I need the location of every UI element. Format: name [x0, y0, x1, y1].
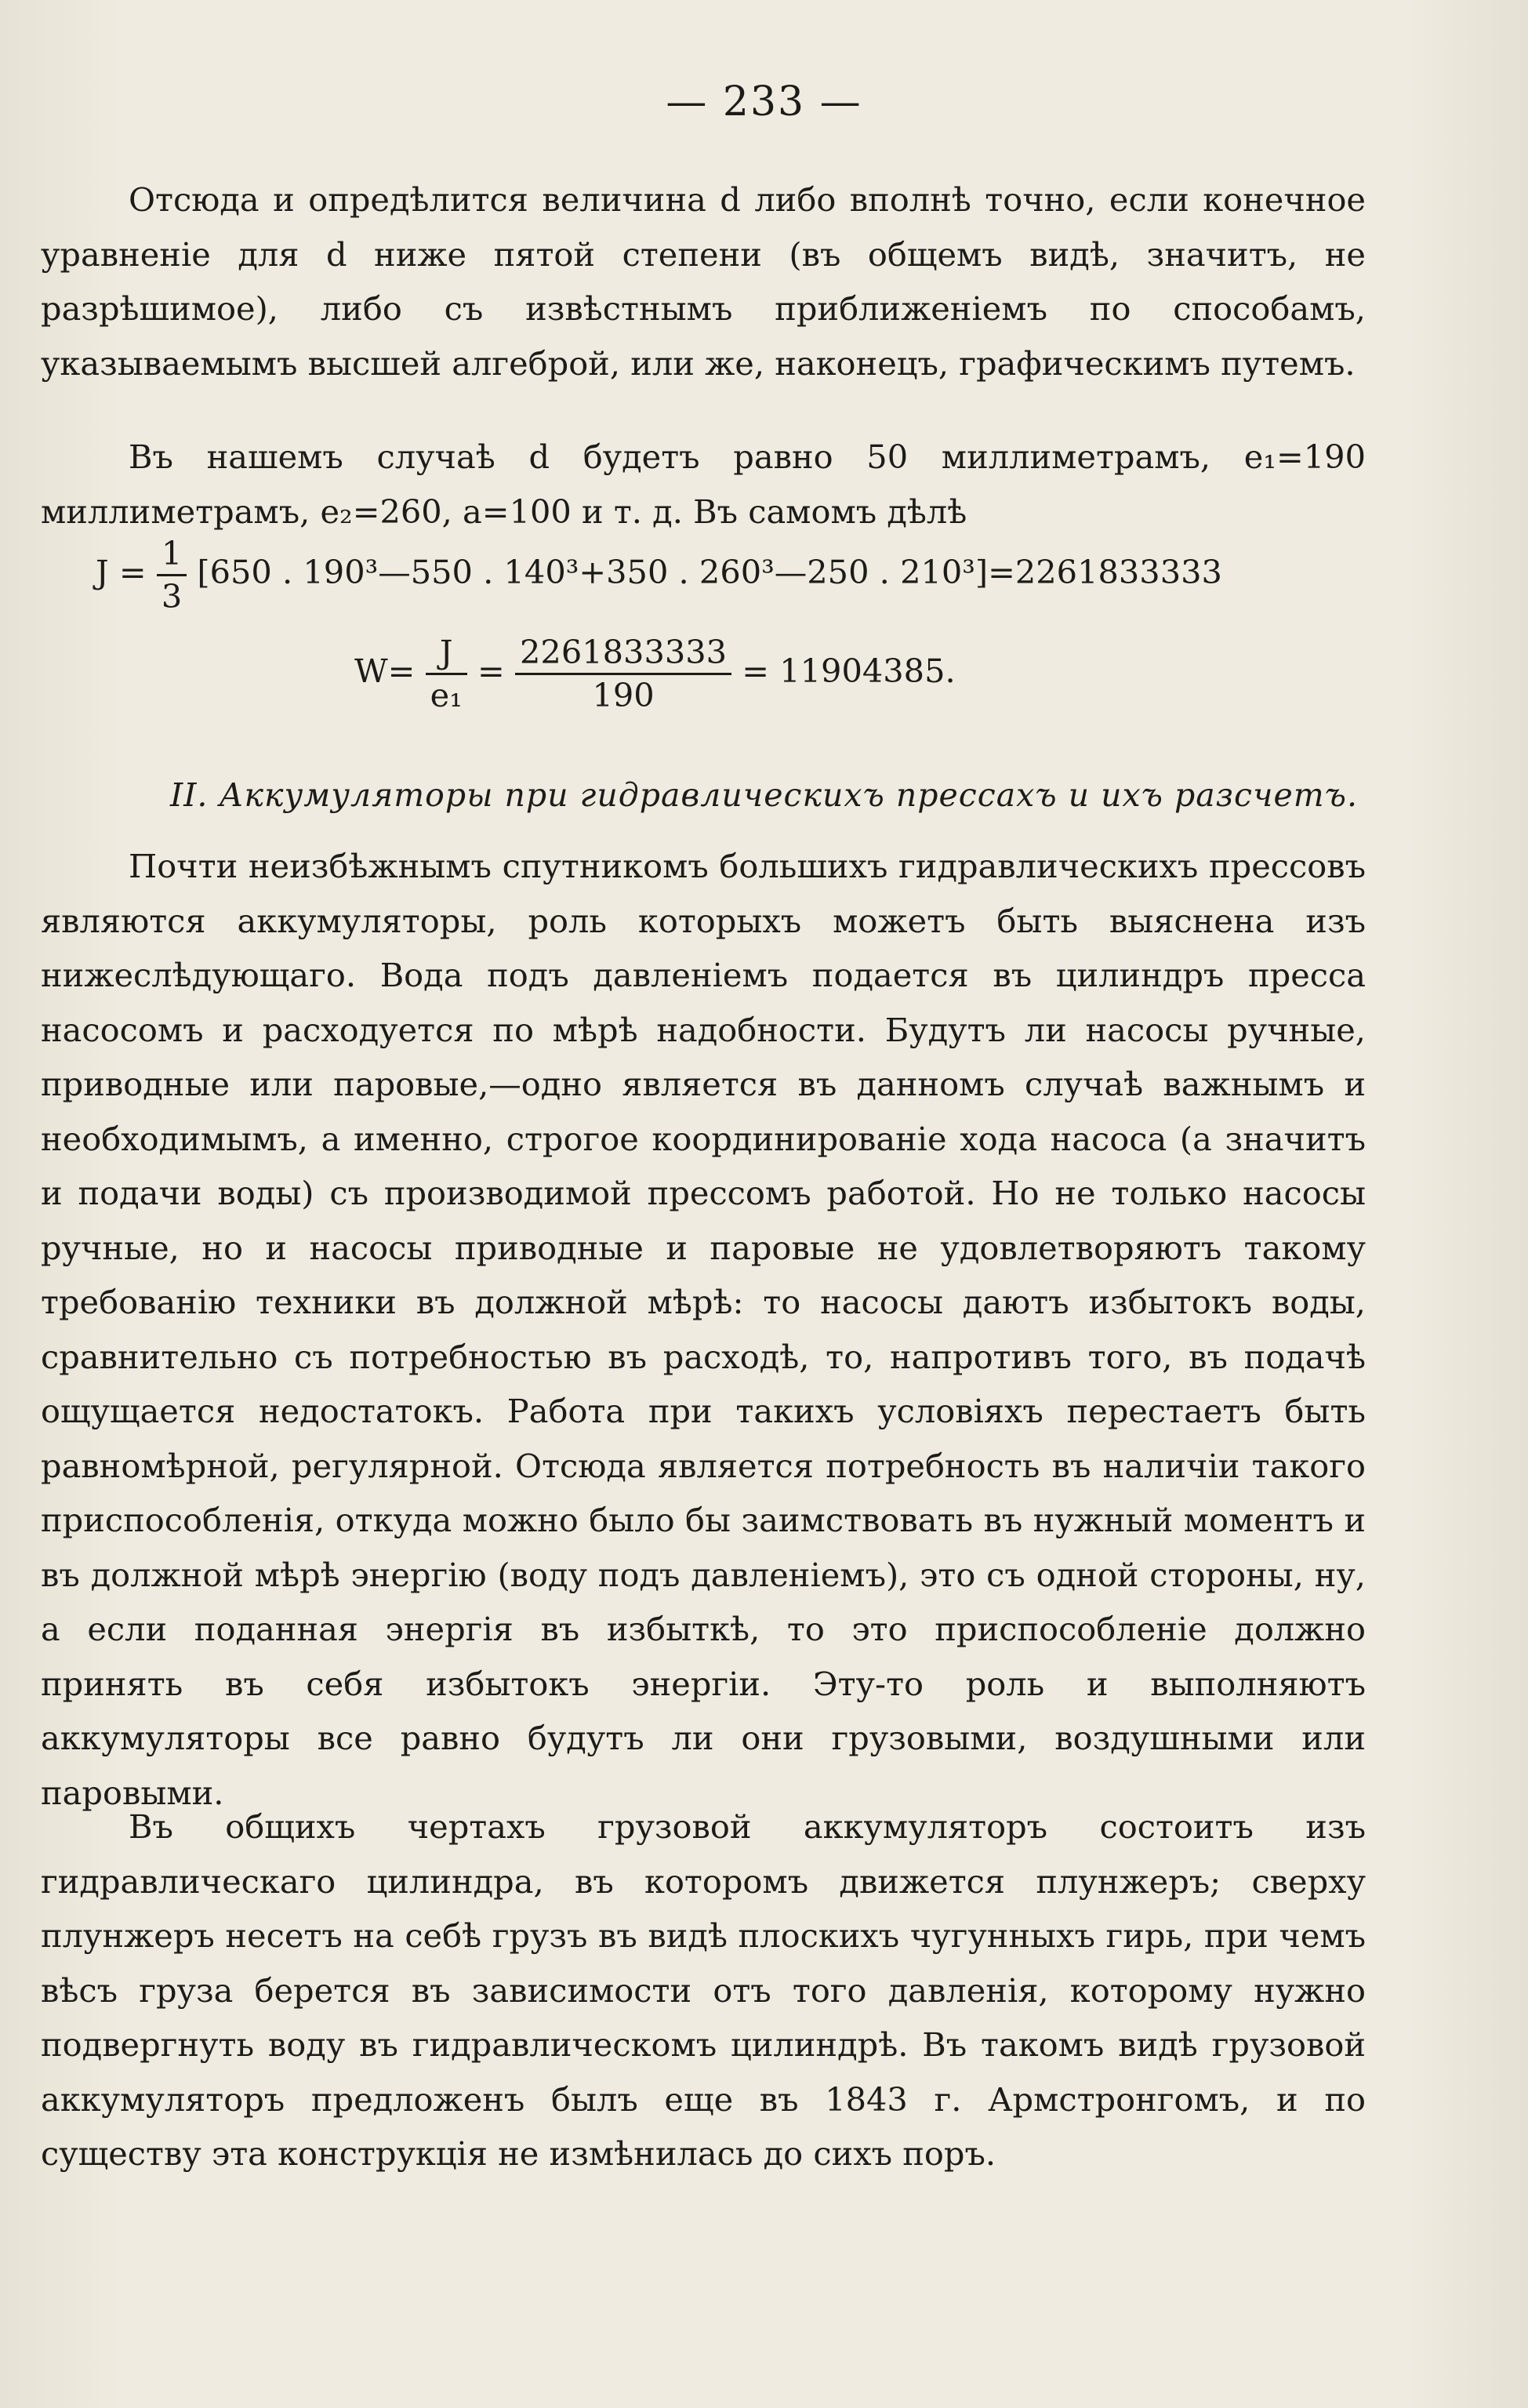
paragraph-1: Отсюда и опредѣлится величина d либо вполнѣ точно, если конечное уравненіе для d ниже пятой степени (въ общемъ видѣ, значитъ, не разрѣшимое), либо съ извѣстнымъ приближеніемъ по способамъ, указываемымъ высшей алгеброй, или же, наконецъ, графическимъ путемъ. [41, 180, 1366, 383]
formula2-eq: = [477, 652, 505, 690]
formula2-frac1-num: J [426, 632, 467, 675]
formula2-fraction-1 [426, 632, 467, 716]
paragraph-determination [41, 173, 1366, 390]
formula1-fraction [157, 533, 187, 617]
formula1-lhs: J = [96, 553, 147, 591]
formula2-frac1-den: e₁ [430, 676, 463, 714]
paragraph-our-case [41, 430, 1366, 539]
formula-section-modulus [354, 632, 956, 716]
paragraph-2: Въ нашемъ случаѣ d будетъ равно 50 миллиметрамъ, e₁=190 миллиметрамъ, e₂=260, a=100 и т. д. Въ самомъ дѣлѣ [41, 438, 1366, 531]
formula1-frac-den: 3 [161, 577, 183, 616]
section-heading: II. Аккумуляторы при гидравлическихъ прессахъ и ихъ разсчетъ. [170, 776, 1358, 814]
formula2-frac2-num: 2261833333 [515, 632, 731, 675]
paragraph-3: Почти неизбѣжнымъ спутникомъ большихъ гидравлическихъ прессовъ являются аккумуляторы, роль которыхъ можетъ быть выяснена изъ нижеслѣдующаго. Вода подъ давленіемъ подается въ цилиндръ пресса насосомъ и расходуется по мѣрѣ надобности. Будутъ ли насосы ручные, приводные или паровые,—одно является въ данномъ случаѣ важнымъ и необходимымъ, а именно, строгое координированіе хода насоса (а значитъ и подачи воды) съ производимой прессомъ работой. Но не только насосы ручные, но и насосы приводные и паровые не удовлетворяютъ такому требованію техники въ должной мѣрѣ: то насосы даютъ избытокъ воды, сравнительно съ потребностью въ расходѣ, то, напротивъ того, въ подачѣ ощущается недостатокъ. Работа при такихъ условіяхъ перестаетъ быть равномѣрной, регулярной. Отсюда является потребность въ наличіи такого приспособленія, откуда можно было бы заимствовать въ нужный моментъ и въ должной мѣрѣ энергію (воду подъ давленіемъ), это съ одной стороны, ну, а если поданная энергія въ избыткѣ, то это приспособленіе должно принять въ себя избытокъ энергіи. Эту-то роль и выполняютъ аккумуляторы все равно будутъ ли они грузовыми, воздушными или паровыми. [41, 847, 1366, 1812]
paragraph-4: Въ общихъ чертахъ грузовой аккумуляторъ состоитъ изъ гидравлическаго цилиндра, въ которомъ движется плунжеръ; сверху плунжеръ несетъ на себѣ грузъ въ видѣ плоскихъ чугунныхъ гирь, при чемъ вѣсъ груза берется въ зависимости отъ того давленія, которому нужно подвергнуть воду въ гидравлическомъ цилиндрѣ. Въ такомъ видѣ грузовой аккумуляторъ предложенъ былъ еще въ 1843 г. Армстронгомъ, и по существу эта конструкція не измѣнилась до сихъ поръ. [41, 1807, 1366, 2173]
formula2-frac2-den: 190 [592, 676, 655, 714]
formula1-frac-num: 1 [157, 533, 187, 576]
page-number: — 233 — [666, 78, 862, 125]
formula1-rhs: [650 . 190³—550 . 140³+350 . 260³—250 . 210³]=2261833333 [197, 553, 1222, 591]
formula2-lhs: W= [354, 652, 416, 690]
formula2-fraction-2 [515, 632, 731, 716]
paragraph-weight-accumulator [41, 1800, 1366, 2181]
formula-moment-of-inertia [96, 533, 1222, 617]
formula2-rhs: = 11904385. [742, 652, 956, 690]
paragraph-accumulators [41, 839, 1366, 1820]
